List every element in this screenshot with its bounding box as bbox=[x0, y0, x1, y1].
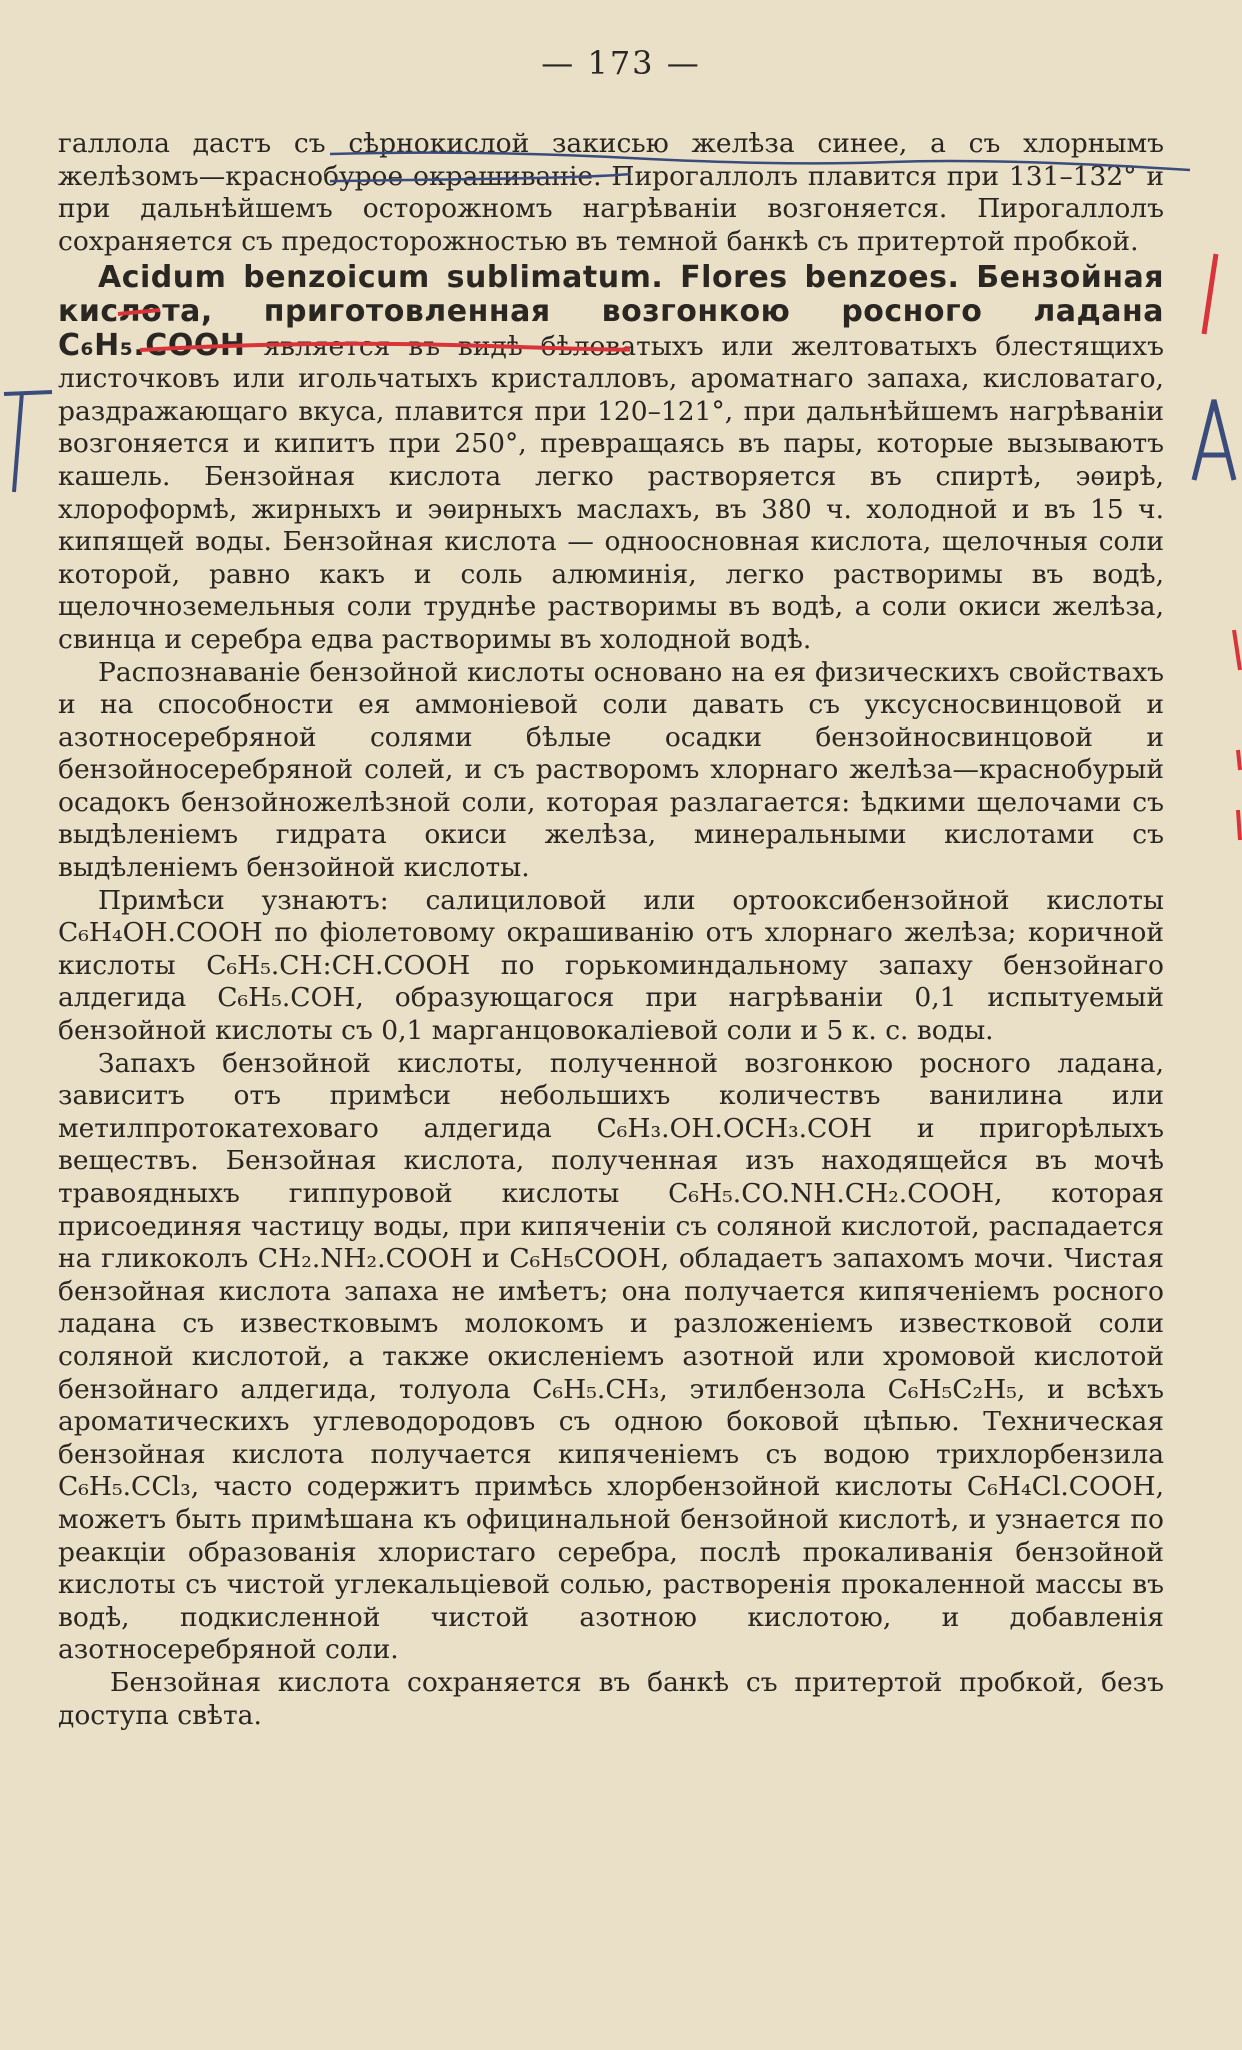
paragraph-storage: Бензойная кислота сохраняется въ банкѣ съ притертой пробкой, безъ доступа свѣта. bbox=[58, 1666, 1164, 1731]
paragraph-benzoic-description: является въ видѣ бѣловатыхъ или желтоватыхъ блестящихъ листочковъ или игольчатыхъ кристалловъ, ароматнаго запаха, кисловатаго, раздражающаго вкуса, плавится при 120–121°, при дальнѣйшемъ нагрѣваніи возгоняется и кипитъ при 250°, превращаясь въ пары, которые вызываютъ кашель. Бензойная кислота легко растворяется въ спиртѣ, эѳирѣ, хлороформѣ, жирныхъ и эѳирныхъ маслахъ, въ 380 ч. холодной и въ 15 ч. кипящей воды. Бензойная кислота — одноосновная кислота, щелочныя соли которой, равно какъ и соль алюминія, легко растворимы въ водѣ, щелочноземельныя соли труднѣе растворимы въ водѣ, а соли окиси желѣза, свинца и серебра едва растворимы въ холодной водѣ. bbox=[58, 330, 1164, 655]
paragraph-impurities: Примѣси узнаютъ: салициловой или ортооксибензойной кислоты C₆H₄OH.COOH по фіолетовому окрашиванію отъ хлорнаго желѣза; коричной кислоты C₆H₅.CH:CH.COOH по горькоминдальному запаху бензойнаго алдегида C₆H₅.COH, образующагося при нагрѣваніи 0,1 испытуемый бензойной кислоты съ 0,1 марганцовокаліевой соли и 5 к. с. воды. bbox=[58, 884, 1164, 1047]
blue-margin-mark bbox=[0, 380, 60, 500]
red-heading-strike bbox=[110, 300, 630, 380]
entry-heading: Acidum benzoicum sublimatum. Flores benzoes. Бензойная кислота, приготовленная возгонкою росного ладана C₆H₅.COOH bbox=[58, 260, 1164, 363]
blue-underline-mark bbox=[330, 148, 1210, 208]
paragraph-pyrogallol-end: галлола дастъ съ сѣрнокислой закисью желѣза синее, а съ хлорнымъ желѣзомъ—краснобурое окрашиваніе. Пирогаллолъ плавится при 131–132° и при дальнѣйшемъ осторожномъ нагрѣваніи возгоняется. Пирогаллолъ сохраняется съ предосторожностью въ темной банкѣ съ притертой пробкой. bbox=[58, 128, 1164, 257]
page-number: — 173 — bbox=[541, 44, 701, 82]
paragraph-identification: Распознаваніе бензойной кислоты основано на ея физическихъ свойствахъ и на способности ея аммоніевой соли давать съ уксусносвинцовой и азотносеребряной солями бѣлые осадки бензойносвинцовой и бензойносеребряной солей, и съ растворомъ хлорнаго желѣза—краснобурый осадокъ бензойножелѣзной соли, которая разлагается: ѣдкими щелочами съ выдѣленіемъ гидрата окиси желѣза, минеральными кислотами съ выдѣленіемъ бензойной кислоты. bbox=[58, 656, 1164, 884]
paragraph-odor-and-production: Запахъ бензойной кислоты, полученной возгонкою росного ладана, зависитъ отъ примѣси небольшихъ количествъ ванилина или метилпротокатеховаго алдегида C₆H₃.OH.OCH₃.COH и пригорѣлыхъ веществъ. Бензойная кислота, полученная изъ находящейся въ мочѣ травоядныхъ гиппуровой кислоты C₆H₅.CO.NH.CH₂.COOH, которая присоединяя частицу воды, при кипяченіи съ соляной кислотой, распадается на гликоколъ CH₂.NH₂.COOH и C₆H₅COOH, обладаетъ запахомъ мочи. Чистая бензойная кислота запаха не имѣетъ; она получается кипяченіемъ росного ладана съ известковымъ молокомъ и разложеніемъ известковой соли соляной кислотой, а также окисленіемъ азотной или хромовой кислотой бензойнаго алдегида, толуола C₆H₅.CH₃, этилбензола C₆H₅C₂H₅, и всѣхъ ароматическихъ углеводородовъ съ одною боковой цѣпью. Техническая бензойная кислота получается кипяченіемъ съ водою трихлорбензила C₆H₅.CCl₃, часто содержитъ примѣсь хлорбензойной кислоты C₆H₄Cl.COOH, можетъ быть примѣшана къ официнальной бензойной кислотѣ, и узнается по реакціи образованія хлористаго серебра, послѣ прокаливанія бензойной кислоты съ чистой углекальціевой солью, растворенія прокаленной массы въ водѣ, подкисленной чистой азотною кислотою, и добавленія азотносеребряной соли. bbox=[58, 1047, 1164, 1666]
red-margin-marks bbox=[1168, 250, 1242, 870]
